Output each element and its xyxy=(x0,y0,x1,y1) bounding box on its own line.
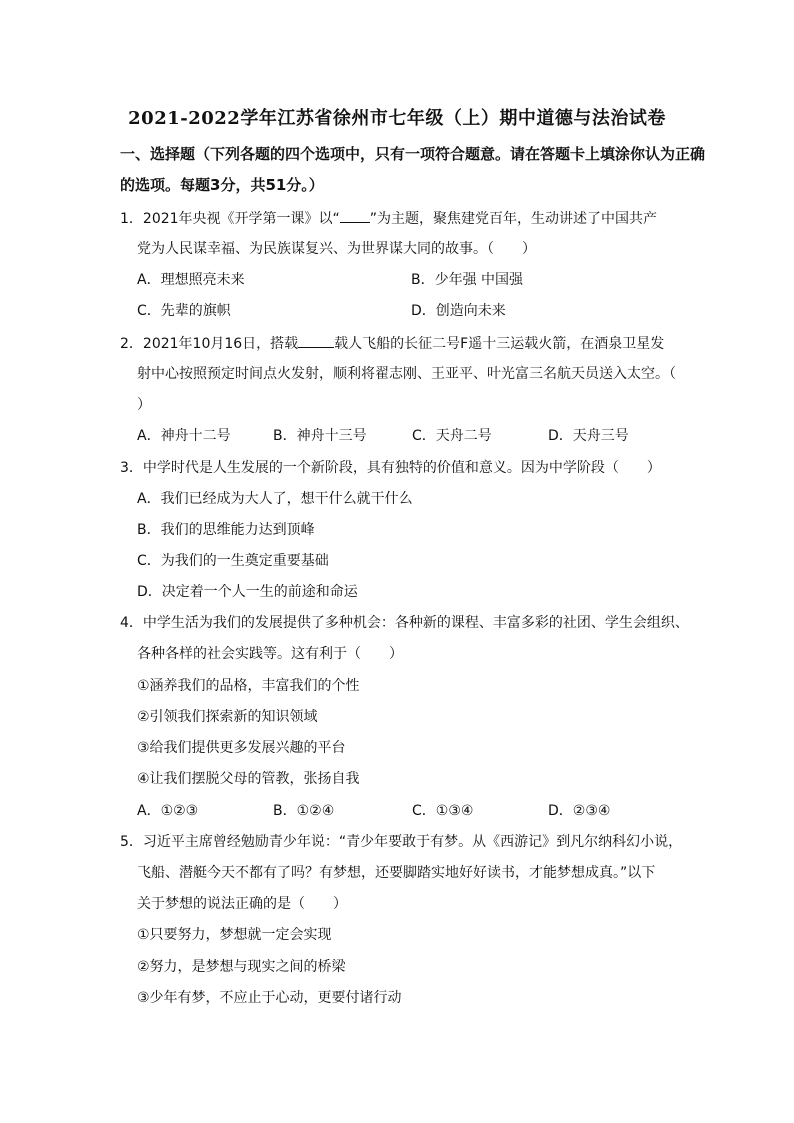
question-5-item-1: ①只要努力，梦想就一定会实现 xyxy=(137,927,332,943)
question-1-text-before-blank: 1．2021年央视《开学第一课》以“ xyxy=(120,211,340,227)
answer-blank xyxy=(340,208,370,223)
question-4-item-4: ④让我们摆脱父母的管教，张扬自我 xyxy=(137,771,360,787)
question-4-line-2: 各种各样的社会实践等。这有利于（ ） xyxy=(137,646,403,662)
question-3-option-c: C．为我们的一生奠定重要基础 xyxy=(137,553,329,569)
question-4-option-a: A．①②③ xyxy=(137,803,199,819)
question-2-line-3: ） xyxy=(137,397,151,413)
question-3-option-a: A．我们已经成为大人了，想干什么就干什么 xyxy=(137,491,413,507)
question-4-item-1: ①涵养我们的品格，丰富我们的个性 xyxy=(137,678,360,694)
question-5-line-2: 飞船、潜艇今天不都有了吗？有梦想，还要脚踏实地好好读书，才能梦想成真。”以下 xyxy=(137,865,656,881)
question-1-option-a: A．理想照亮未来 xyxy=(137,272,245,288)
question-4-option-c: C．①③④ xyxy=(412,803,474,819)
question-2-option-d: D．天舟三号 xyxy=(548,428,629,444)
question-1-option-b: B．少年强 中国强 xyxy=(411,272,524,288)
question-4-item-2: ②引领我们探索新的知识领域 xyxy=(137,709,318,725)
question-1-option-d: D．创造向未来 xyxy=(411,303,506,319)
question-4-option-b: B．①②④ xyxy=(273,803,335,819)
question-2-option-b: B．神舟十三号 xyxy=(273,428,367,444)
section-heading-line-2: 的选项。每题3分，共51分。） xyxy=(120,176,324,194)
question-3-line-1: 3．中学时代是人生发展的一个新阶段，具有独特的价值和意义。因为中学阶段（ ） xyxy=(120,460,661,476)
question-4-line-1: 4．中学生活为我们的发展提供了多种机会：各种新的课程、丰富多彩的社团、学生会组织、 xyxy=(120,615,689,631)
question-4-option-d: D．②③④ xyxy=(548,803,611,819)
page-title: 2021-2022学年江苏省徐州市七年级（上）期中道德与法治试卷 xyxy=(128,108,666,129)
question-2-line-1 xyxy=(120,333,664,354)
question-2-option-c: C．天舟二号 xyxy=(412,428,492,444)
question-3-option-d: D．决定着一个人一生的前途和命运 xyxy=(137,584,358,600)
question-5-item-3: ③少年有梦，不应止于心动，更要付诸行动 xyxy=(137,990,402,1006)
question-5-line-1: 5．习近平主席曾经勉励青少年说：“青少年要敢于有梦。从《西游记》到凡尔纳科幻小说， xyxy=(120,834,683,850)
question-1-line-2: 党为人民谋幸福、为民族谋复兴、为世界谋大同的故事。（ ） xyxy=(137,241,536,257)
question-2-text-before-blank: 2．2021年10月16日，搭载 xyxy=(120,336,299,352)
question-1-option-c: C．先辈的旗帜 xyxy=(137,303,231,319)
question-1-text-after-blank: ”为主题，聚焦建党百年，生动讲述了中国共产 xyxy=(369,211,658,227)
question-2-line-2: 射中心按照预定时间点火发射，顺利将翟志刚、王亚平、叶光富三名航天员送入太空。（ xyxy=(137,366,676,382)
question-5-line-3: 关于梦想的说法正确的是（ ） xyxy=(137,896,347,912)
question-1-line-1 xyxy=(120,208,657,229)
question-2-option-a: A．神舟十二号 xyxy=(137,428,231,444)
answer-blank xyxy=(298,333,334,348)
section-heading-line-1: 一、选择题（下列各题的四个选项中，只有一项符合题意。请在答题卡上填涂你认为正确 xyxy=(120,145,706,163)
question-2-text-after-blank: 载人飞船的长征二号F遥十三运载火箭，在酒泉卫星发 xyxy=(334,336,665,352)
question-5-item-2: ②努力，是梦想与现实之间的桥梁 xyxy=(137,959,346,975)
question-4-item-3: ③给我们提供更多发展兴趣的平台 xyxy=(137,740,346,756)
question-3-option-b: B．我们的思维能力达到顶峰 xyxy=(137,522,315,538)
